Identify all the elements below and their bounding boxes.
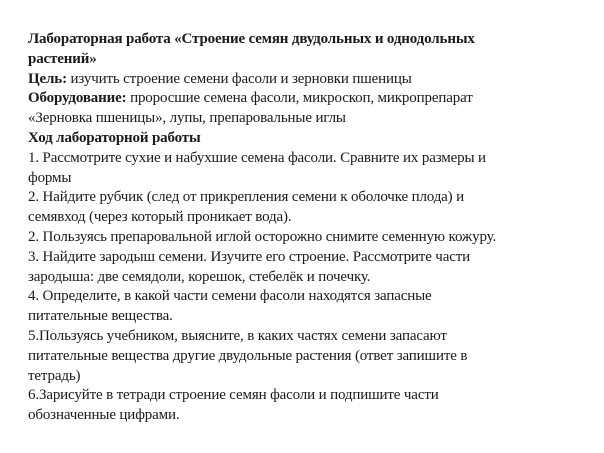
equipment-line-1 bbox=[28, 89, 576, 109]
step-line: зародыша: две семядоли, корешок, стебелёк и почечку. bbox=[28, 268, 371, 285]
goal-line bbox=[28, 70, 576, 90]
equipment-line-2: «Зерновка пшеницы», лупы, препаровальные иглы bbox=[28, 110, 346, 127]
step-line: тетрадь) bbox=[28, 367, 81, 384]
goal-text: изучить строение семени фасоли и зерновки пшеницы bbox=[66, 70, 412, 87]
step-line: 2. Пользуясь препаровальной иглой осторожно снимите семенную кожуру. bbox=[28, 228, 497, 245]
step-line: 6.Зарисуйте в тетради строение семян фасоли и подпишите части bbox=[28, 387, 439, 404]
title-line-1: Лабораторная работа «Строение семян двудольных и однодольных bbox=[28, 31, 475, 47]
document-body bbox=[28, 30, 576, 426]
step-line: 4. Определите, в какой части семени фасоли находятся запасные bbox=[28, 288, 432, 305]
procedure-heading: Ход лабораторной работы bbox=[28, 129, 201, 146]
step-line: 5.Пользуясь учебником, выясните, в каких частях семени запасают bbox=[28, 327, 447, 344]
title-line-2: растений» bbox=[28, 50, 97, 67]
step-line: питательные вещества. bbox=[28, 308, 173, 325]
step-line: 2. Найдите рубчик (след от прикрепления семени к оболочке плода) и bbox=[28, 189, 465, 206]
goal-label: Цель: bbox=[28, 70, 67, 87]
step-line: 3. Найдите зародыш семени. Изучите его строение. Рассмотрите части bbox=[28, 248, 470, 265]
equipment-label: Оборудование: bbox=[28, 90, 127, 107]
step-line: 1. Рассмотрите сухие и набухшие семена фасоли. Сравните их размеры и bbox=[28, 149, 486, 166]
step-line: семявход (через который проникает вода). bbox=[28, 209, 292, 226]
step-line: питательные вещества другие двудольные растения (ответ запишите в bbox=[28, 347, 468, 364]
step-line: обозначенные цифрами. bbox=[28, 407, 180, 424]
equipment-text-1: проросшие семена фасоли, микроскоп, микропрепарат bbox=[126, 90, 473, 107]
step-line: формы bbox=[28, 169, 72, 186]
